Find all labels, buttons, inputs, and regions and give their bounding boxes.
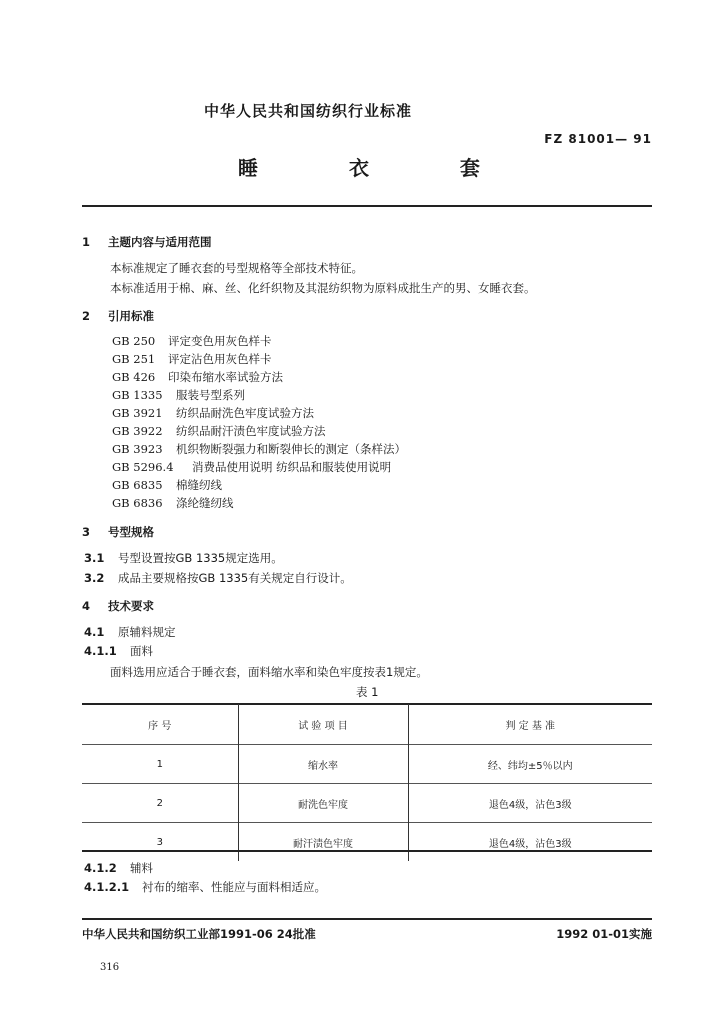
table-cell: 退色4级，沾色3级 (408, 784, 652, 823)
section-1-paragraph-2: 本标准适用于棉、麻、丝、化纤织物及其混纺织物为原料成批生产的男、女睡衣套。 (110, 281, 536, 295)
clause-number: 4.1.1 (84, 644, 117, 658)
reference-name: 评定变色用灰色样卡 (168, 334, 272, 348)
standard-org-title: 中华人民共和国纺织行业标准 (204, 102, 413, 120)
table-header-cell: 判 定 基 准 (408, 704, 652, 745)
reference-name: 印染布缩水率试验方法 (168, 370, 283, 384)
table-1 (82, 704, 652, 861)
section-1-paragraph-1: 本标准规定了睡衣套的号型规格等全部技术特征。 (110, 261, 363, 275)
table-header-cell: 序 号 (148, 720, 172, 732)
header-rule (82, 205, 652, 207)
reference-item (112, 351, 272, 367)
section-title: 技术要求 (108, 599, 154, 613)
reference-name: 纺织品耐洗色牢度试验方法 (176, 406, 314, 420)
reference-code: GB 251 (112, 352, 156, 366)
clause-4-1 (84, 624, 176, 640)
clause-4-1-1-paragraph: 面料选用应适合于睡衣套，面料缩水率和染色牢度按表1规定。 (110, 665, 428, 679)
table-cell: 2 (82, 784, 238, 823)
reference-item (112, 495, 234, 511)
reference-code: GB 6835 (112, 478, 163, 492)
implementation-date: 1992 01-01实施 (556, 927, 652, 941)
reference-item (112, 405, 314, 421)
approval-note: 中华人民共和国纺织工业部1991-06 24批准 (82, 927, 316, 941)
reference-name: 评定沾色用灰色样卡 (168, 352, 272, 366)
clause-number: 4.1.2.1 (84, 880, 130, 894)
clause-number: 4.1.2 (84, 861, 117, 875)
reference-code: GB 250 (112, 334, 156, 348)
clause-number: 3.2 (84, 571, 105, 585)
table-row (82, 745, 652, 784)
section-2-heading (82, 308, 154, 324)
section-1-heading (82, 234, 212, 250)
table-header-row (82, 704, 652, 745)
reference-item (112, 441, 406, 457)
clause-3-1 (84, 550, 283, 566)
table-row (82, 784, 652, 823)
section-title: 号型规格 (108, 525, 154, 539)
reference-code: GB 3922 (112, 424, 163, 438)
reference-item (112, 459, 391, 475)
page-number: 316 (100, 962, 120, 973)
clause-text: 辅料 (130, 861, 153, 875)
clause-text: 号型设置按GB 1335规定选用。 (118, 551, 283, 565)
reference-code: GB 426 (112, 370, 156, 384)
reference-name: 纺织品耐汗渍色牢度试验方法 (176, 424, 326, 438)
reference-name: 服装号型系列 (176, 388, 245, 402)
section-3-heading (82, 524, 154, 540)
table-cell: 经、纬均±5％以内 (408, 745, 652, 784)
reference-code: GB 5296.4 (112, 460, 174, 474)
reference-item (112, 423, 326, 439)
document-title: 睡 衣 套 (238, 156, 522, 180)
reference-code: GB 3923 (112, 442, 163, 456)
standard-code: FZ 81001— 91 (544, 132, 652, 146)
reference-item (112, 333, 272, 349)
reference-name: 棉缝纫线 (176, 478, 222, 492)
reference-item (112, 387, 245, 403)
section-number: 2 (82, 309, 91, 323)
table-header-cell: 试 验 项 目 (238, 704, 408, 745)
table-bottom-rule (82, 850, 652, 852)
clause-4-1-2 (84, 860, 153, 876)
section-number: 4 (82, 599, 91, 613)
footer-rule (82, 918, 652, 920)
clause-text: 衬布的缩率、性能应与面料相适应。 (142, 880, 326, 894)
table-row (82, 823, 652, 862)
reference-name: 消费品使用说明 纺织品和服装使用说明 (192, 460, 392, 474)
table-cell: 缩水率 (238, 745, 408, 784)
table-cell: 耐洗色牢度 (238, 784, 408, 823)
table-caption: 表 1 (356, 685, 379, 699)
section-title: 主题内容与适用范围 (108, 235, 212, 249)
clause-text: 面料 (130, 644, 153, 658)
table-cell: 耐汗渍色牢度 (238, 823, 408, 862)
section-number: 1 (82, 235, 91, 249)
clause-4-1-2-1 (84, 879, 326, 895)
clause-3-2 (84, 570, 352, 586)
reference-item (112, 477, 222, 493)
section-number: 3 (82, 525, 91, 539)
table-cell: 退色4级，沾色3级 (408, 823, 652, 862)
table-cell: 1 (82, 745, 238, 784)
clause-text: 成品主要规格按GB 1335有关规定自行设计。 (118, 571, 352, 585)
clause-text: 原辅料规定 (118, 625, 176, 639)
clause-4-1-1 (84, 643, 153, 659)
reference-name: 涤纶缝纫线 (176, 496, 234, 510)
reference-item (112, 369, 283, 385)
reference-code: GB 6836 (112, 496, 163, 510)
reference-code: GB 1335 (112, 388, 163, 402)
section-title: 引用标准 (108, 309, 154, 323)
table-cell: 3 (82, 823, 238, 862)
reference-code: GB 3921 (112, 406, 163, 420)
reference-name: 机织物断裂强力和断裂伸长的测定（条样法） (176, 442, 406, 456)
section-4-heading (82, 598, 154, 614)
clause-number: 4.1 (84, 625, 105, 639)
clause-number: 3.1 (84, 551, 105, 565)
